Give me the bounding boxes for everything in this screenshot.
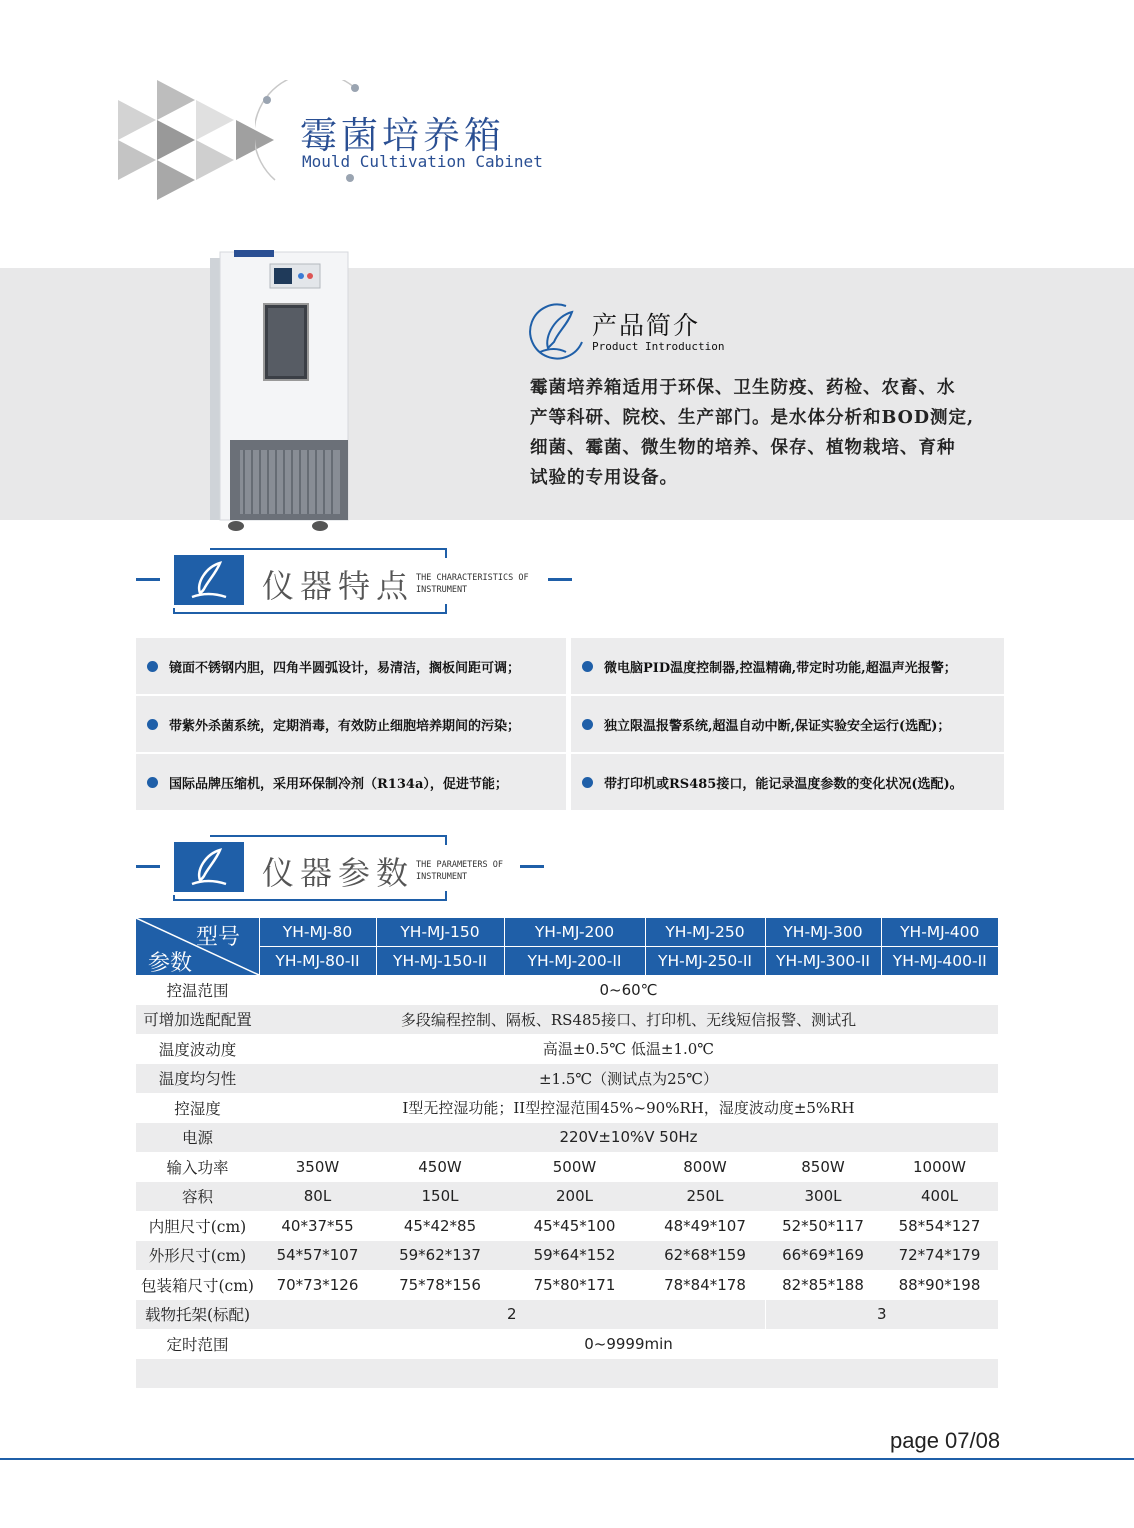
cell: 450W [418, 1157, 462, 1176]
feature-item: 镜面不锈钢内胆，四角半圆弧设计，易清洁，搁板间距可调； [136, 638, 566, 694]
intro-line: 细菌、霉菌、微生物的培养、保存、植物栽培、育种 [530, 438, 956, 458]
cell: 300L [765, 1182, 881, 1212]
cell: 45*45*100 [533, 1216, 616, 1235]
row-label: 温度波动度 [158, 1040, 237, 1059]
table-row [136, 1123, 998, 1153]
cell: 850W [801, 1157, 845, 1176]
row-label: 电源 [136, 1123, 259, 1153]
row-label: 控湿度 [174, 1099, 221, 1118]
cell: 80L [259, 1182, 376, 1212]
cell: 250L [645, 1182, 765, 1212]
cell: 350W [295, 1157, 340, 1176]
table-header-row [136, 918, 998, 947]
cell: 75*80*171 [533, 1275, 616, 1294]
cell: 59*62*137 [376, 1241, 504, 1271]
cell: 400L [881, 1182, 998, 1212]
corner-param-label: 参数 [148, 951, 193, 975]
row-label [136, 1359, 259, 1389]
feather-pen-icon [526, 302, 590, 360]
intro-heading-en: Product Introduction [592, 340, 725, 353]
cell: 3 [765, 1300, 998, 1330]
table-row [136, 1329, 998, 1359]
feature-item: 独立限温报警系统,超温自动中断,保证实验安全运行(选配)； [571, 696, 1004, 752]
cell: 62*68*159 [645, 1241, 765, 1271]
row-label: 容积 [136, 1182, 259, 1212]
table-row [136, 1093, 998, 1123]
feature-item: 带紫外杀菌系统，定期消毒，有效防止细胞培养期间的污染； [136, 696, 566, 752]
model-cell: YH-MJ-400 [881, 918, 998, 947]
model-cell: YH-MJ-200 [504, 918, 645, 947]
row-value: 多段编程控制、隔板、RS485接口、打印机、无线短信报警、测试孔 [259, 1005, 998, 1035]
row-value: 高温±0.5℃ 低温±1.0℃ [542, 1040, 715, 1059]
bullet-icon [582, 661, 593, 672]
table-row [136, 1270, 998, 1300]
row-label: 定时范围 [166, 1335, 229, 1354]
row-value: I型无控湿功能；II型控湿范围45%~90%RH，湿度波动度±5%RH [402, 1099, 855, 1118]
model-cell: YH-MJ-200-II [504, 947, 645, 976]
params-title-en: THE PARAMETERS OF INSTRUMENT [416, 860, 503, 882]
cell: 82*85*188 [782, 1275, 864, 1294]
bullet-icon [147, 661, 158, 672]
cell: 58*54*127 [898, 1216, 981, 1235]
intro-line: 霉菌培养箱适用于环保、卫生防疫、药检、农畜、水 [530, 378, 956, 398]
row-label: 可增加选配配置 [136, 1005, 259, 1035]
row-label: 载物托架(标配) [136, 1300, 259, 1330]
model-cell: YH-MJ-300 [765, 918, 881, 947]
feature-item: 带打印机或RS485接口，能记录温度参数的变化状况(选配)。 [571, 754, 1004, 810]
row-label: 外形尺寸(cm) [136, 1241, 259, 1271]
page-number: page 07/08 [890, 1428, 1001, 1453]
row-value: 0~9999min [584, 1334, 673, 1353]
cell: 72*74*179 [881, 1241, 998, 1271]
features-title-en: THE CHARACTERISTICS OF INSTRUMENT [416, 573, 529, 595]
cell: 1000W [912, 1157, 966, 1176]
cell: 78*84*178 [664, 1275, 746, 1294]
row-label: 控温范围 [166, 981, 229, 1000]
cell: 800W [683, 1157, 727, 1176]
table-row [136, 1005, 998, 1035]
table-row [136, 1241, 998, 1271]
page-subtitle: Mould Cultivation Cabinet [302, 152, 543, 171]
row-value: 0~60℃ [599, 980, 658, 999]
cell: 500W [552, 1157, 597, 1176]
row-label: 内胆尺寸(cm) [148, 1217, 247, 1236]
bullet-icon [147, 719, 158, 730]
intro-paragraph [530, 373, 1006, 493]
table-row [136, 1182, 998, 1212]
table-corner-cell [136, 918, 259, 975]
bullet-icon [147, 777, 158, 788]
table-row [136, 1359, 998, 1389]
row-value: ±1.5℃（测试点为25℃） [259, 1064, 998, 1094]
product-image [198, 246, 358, 536]
model-cell: YH-MJ-80-II [259, 947, 376, 976]
row-value: 220V±10%V 50Hz [259, 1123, 998, 1153]
row-label: 包装箱尺寸(cm) [141, 1276, 254, 1295]
model-cell: YH-MJ-250 [645, 918, 765, 947]
intro-heading: 产品简介 [592, 311, 701, 340]
intro-line: 产等科研、院校、生产部门。是水体分析和BOD测定, [530, 408, 975, 428]
features-list [136, 636, 1004, 810]
bullet-icon [582, 777, 593, 788]
model-cell: YH-MJ-250-II [645, 947, 765, 976]
row-value [259, 1359, 998, 1389]
cell: 70*73*126 [276, 1275, 359, 1294]
corner-model-label: 型号 [196, 925, 241, 950]
cell: 150L [376, 1182, 504, 1212]
cell: 66*69*169 [765, 1241, 881, 1271]
cell: 75*78*156 [399, 1275, 481, 1294]
bullet-icon [582, 719, 593, 730]
cell: 200L [504, 1182, 645, 1212]
table-row [136, 1152, 998, 1182]
cell: 45*42*85 [403, 1216, 477, 1235]
feather-pen-icon [186, 846, 234, 888]
row-label: 输入功率 [166, 1158, 229, 1177]
cell: 59*64*152 [504, 1241, 645, 1271]
features-title: 仪器特点 [262, 567, 415, 605]
table-row [136, 975, 998, 1005]
table-row [136, 1064, 998, 1094]
cell: 54*57*107 [259, 1241, 376, 1271]
cell: 2 [259, 1300, 765, 1330]
page-title: 霉菌培养箱 [300, 114, 505, 157]
feature-item: 国际品牌压缩机，采用环保制冷剂（R134a），促进节能； [136, 754, 566, 810]
table-row [136, 1034, 998, 1064]
params-title: 仪器参数 [262, 854, 415, 892]
intro-line: 试验的专用设备。 [530, 468, 678, 488]
table-row [136, 1211, 998, 1241]
model-cell: YH-MJ-80 [259, 918, 376, 947]
footer-divider [0, 1458, 1134, 1460]
model-cell: YH-MJ-150 [376, 918, 504, 947]
model-cell: YH-MJ-400-II [881, 947, 998, 976]
cell: 48*49*107 [664, 1216, 746, 1235]
model-cell: YH-MJ-150-II [376, 947, 504, 976]
model-cell: YH-MJ-300-II [765, 947, 881, 976]
cell: 52*50*117 [782, 1216, 864, 1235]
parameters-table [136, 918, 998, 1388]
table-header-row [136, 947, 998, 976]
cell: 40*37*55 [281, 1216, 354, 1235]
row-label: 温度均匀性 [136, 1064, 259, 1094]
feather-pen-icon [186, 559, 234, 601]
table-row [136, 1300, 998, 1330]
feature-item: 微电脑PID温度控制器,控温精确,带定时功能,超温声光报警； [571, 638, 1004, 694]
cell: 88*90*198 [898, 1275, 981, 1294]
